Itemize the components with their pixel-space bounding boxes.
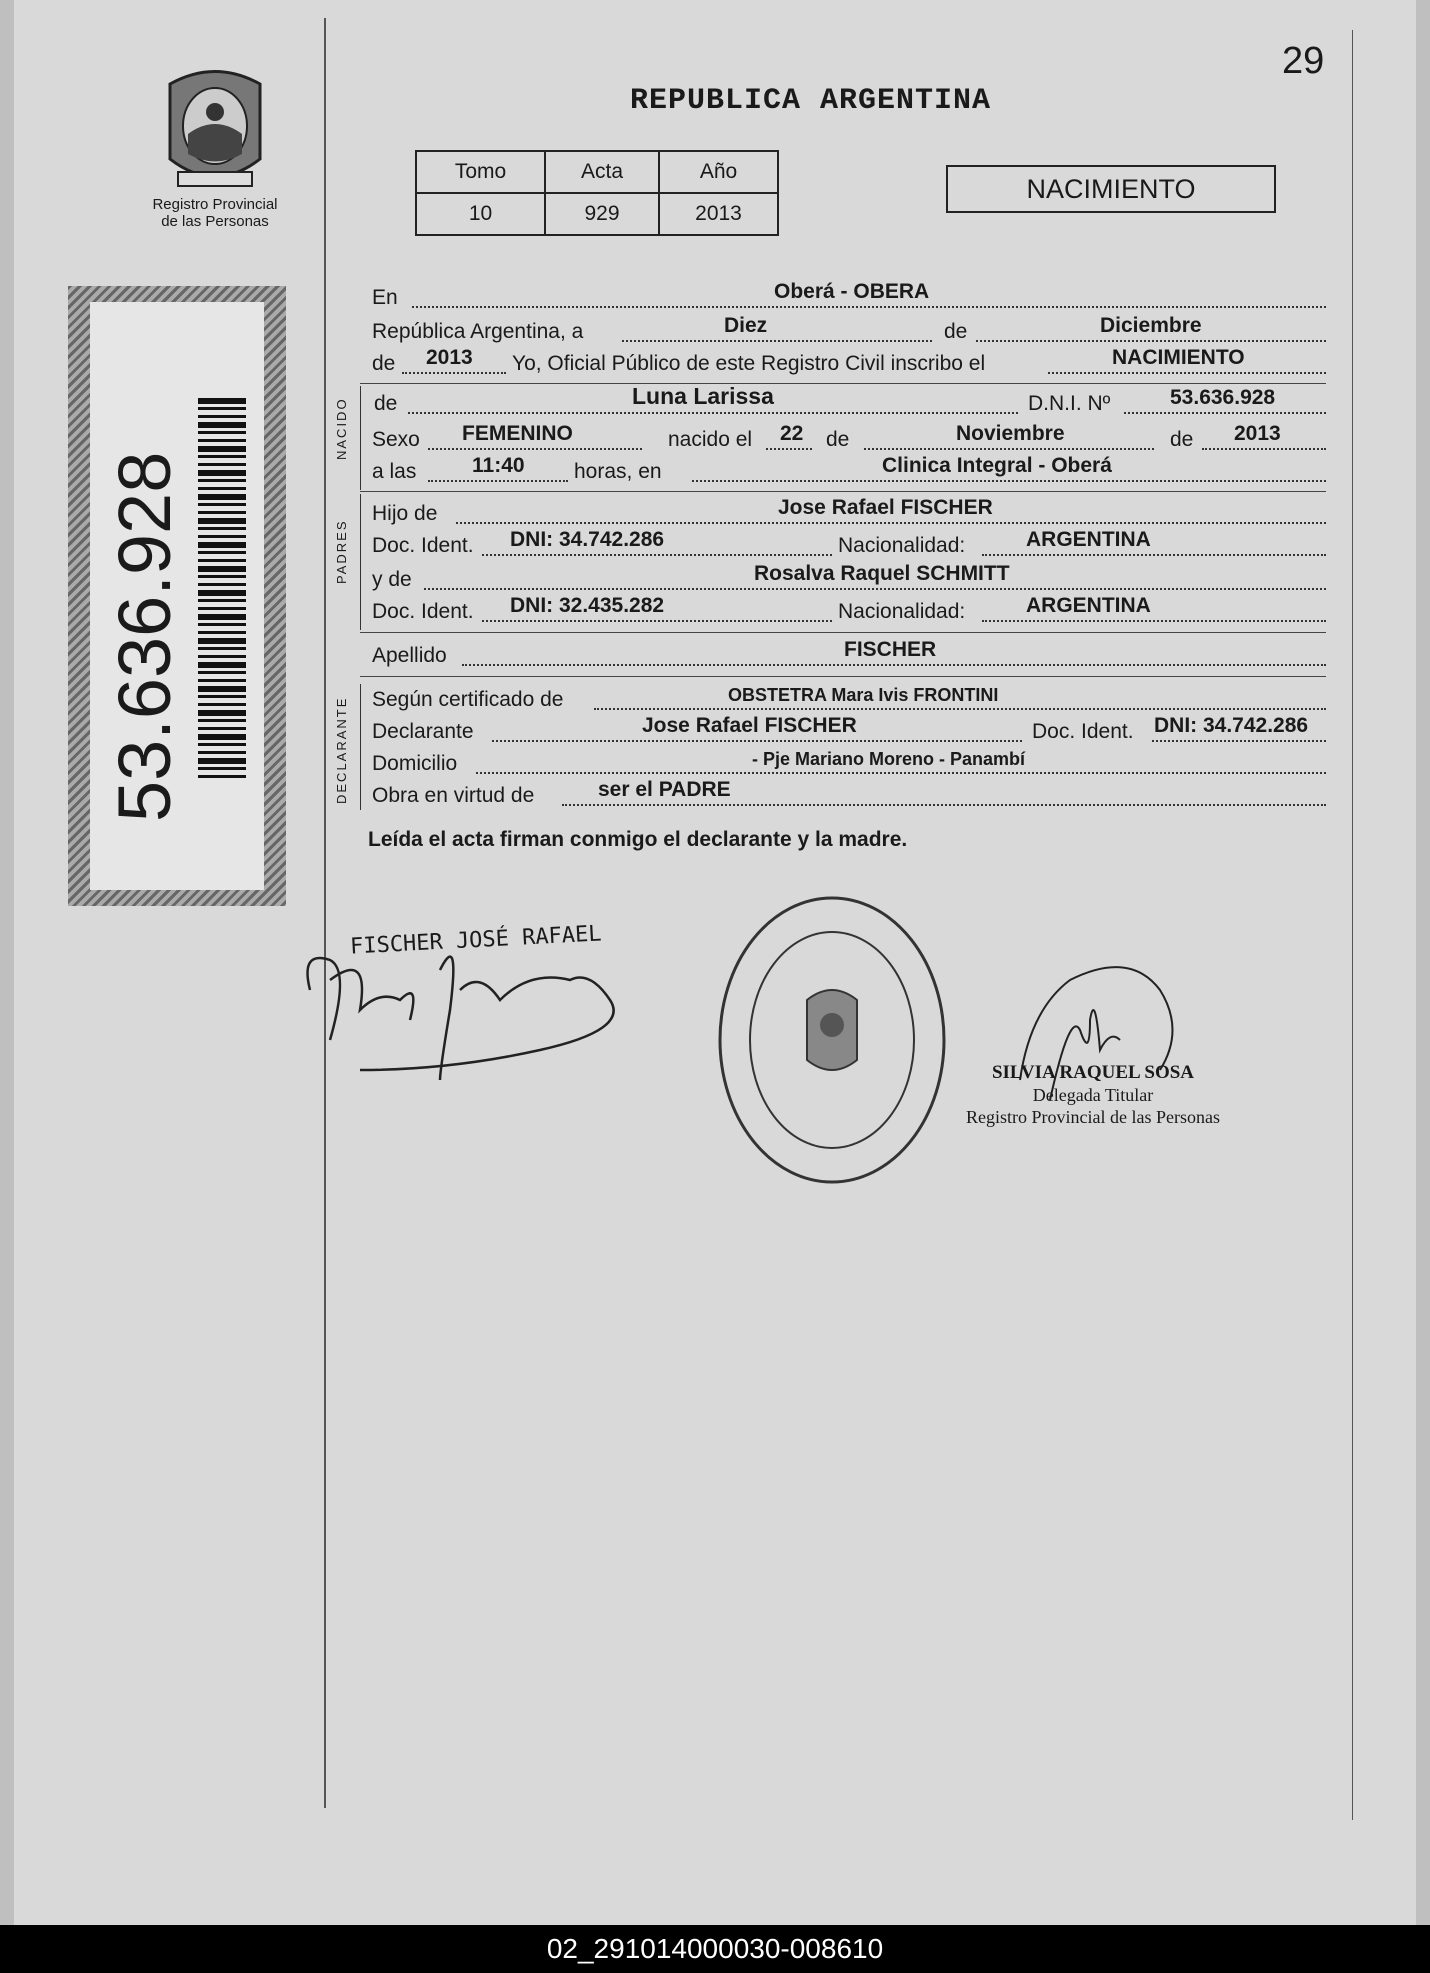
declarante-dots (492, 740, 1022, 742)
row-certificado (372, 684, 1326, 712)
domicilio-dots (476, 772, 1326, 774)
tipo-dots (1048, 372, 1326, 374)
nombre-value: Luna Larissa (632, 383, 774, 409)
nac1-dots (982, 554, 1326, 556)
madre-value: Rosalva Raquel SCHMITT (754, 562, 1010, 585)
document-title: REPUBLICA ARGENTINA (630, 84, 992, 118)
obra-label: Obra en virtud de (372, 784, 535, 807)
anio-value: 2013 (659, 193, 778, 235)
section-label-nacido: NACIDO (334, 397, 349, 460)
acta-value: 929 (545, 193, 659, 235)
doc1-value: DNI: 34.742.286 (510, 528, 665, 551)
divider-4 (360, 676, 1326, 677)
horas-label: horas, en (574, 460, 662, 483)
republica-label: República Argentina, a (372, 320, 584, 343)
nac-dia-value: 22 (780, 422, 804, 445)
padre-value: Jose Rafael FISCHER (778, 496, 993, 519)
barcode-number: 53.636.928 (103, 451, 186, 822)
row-apellido (372, 640, 1326, 668)
official-stamp (712, 890, 952, 1190)
official-signature-block (966, 1062, 1220, 1128)
nac-de1-label: de (826, 428, 850, 451)
divider-2 (360, 491, 1326, 492)
provincial-seal-logo (160, 64, 270, 194)
lugar-value: Clinica Integral - Oberá (882, 454, 1112, 477)
hora-value: 11:40 (472, 454, 525, 477)
obra-value: ser el PADRE (598, 778, 731, 801)
row-declarante (372, 716, 1326, 744)
en-label: En (372, 286, 398, 309)
dia-dots (622, 340, 932, 342)
doc3-label: Doc. Ident. (1032, 720, 1134, 743)
nac-de2-label: de (1170, 428, 1194, 451)
row-obra (372, 780, 1326, 808)
madre-dots (424, 588, 1326, 590)
row-nombre (372, 383, 1326, 416)
section-rule-padres (360, 494, 361, 630)
row-en (372, 282, 1326, 310)
nac-dia-dots (766, 448, 812, 450)
barcode-bars (198, 398, 246, 778)
logo-caption-line-1: Registro Provincial (152, 196, 278, 213)
nombre-label: de (374, 392, 398, 415)
official-name: SILVIA RAQUEL SOSA (991, 1062, 1195, 1083)
tomo-value: 10 (416, 193, 545, 235)
doc3-dots (1152, 740, 1326, 742)
alas-label: a las (372, 460, 417, 483)
doc2-label: Doc. Ident. (372, 600, 474, 623)
sexo-label: Sexo (372, 428, 420, 451)
nac-anio-dots (1202, 448, 1326, 450)
declarante-label: Declarante (372, 720, 474, 743)
official-org: Registro Provincial de las Personas (966, 1107, 1220, 1127)
nac-anio-value: 2013 (1234, 422, 1281, 445)
certificado-label: Según certificado de (372, 688, 564, 711)
registro-value-row (416, 193, 778, 235)
anio-dots (402, 372, 506, 374)
certificado-dots (594, 708, 1326, 710)
obra-dots (562, 804, 1326, 806)
apellido-label: Apellido (372, 644, 447, 667)
en-value: Oberá - OBERA (774, 280, 930, 303)
declarante-signature (290, 910, 690, 1100)
tomo-header: Tomo (416, 151, 545, 193)
de-label: de (944, 320, 968, 343)
nacido-label: nacido el (668, 428, 753, 451)
barcode-label-inner (90, 302, 264, 890)
certificado-value: OBSTETRA Mara Ivis FRONTINI (728, 685, 999, 705)
de2-label: de (372, 352, 396, 375)
domicilio-label: Domicilio (372, 752, 458, 775)
dia-value: Diez (724, 314, 768, 337)
closing-statement: Leída el acta firman conmigo el declarante y la madre. (368, 828, 908, 851)
dni-dots (1124, 412, 1326, 414)
registro-header-row (416, 151, 778, 193)
nac2-value: ARGENTINA (1026, 594, 1151, 617)
tipo-acta-box: NACIMIENTO (946, 165, 1276, 213)
divider-1 (360, 383, 1326, 384)
doc3-value: DNI: 34.742.286 (1154, 714, 1309, 737)
row-inscribo (372, 348, 1326, 376)
yo-label: Yo, Oficial Público de este Registro Civil inscribo el (512, 352, 986, 375)
hora-dots (428, 480, 568, 482)
yde-label: y de (372, 568, 412, 591)
anio-value: 2013 (426, 346, 473, 369)
registro-table (415, 150, 779, 236)
right-margin-rule (1352, 30, 1353, 1820)
apellido-value: FISCHER (844, 638, 937, 661)
row-doc-padre (372, 530, 1326, 558)
divider-3 (360, 632, 1326, 633)
section-rule-nacido (360, 386, 361, 490)
mes-dots (976, 340, 1326, 342)
lugar-dots (692, 480, 1326, 482)
nac-mes-value: Noviembre (956, 422, 1065, 445)
acta-header: Acta (545, 151, 659, 193)
scan-id-footer: 02_291014000030-008610 (0, 1925, 1430, 1973)
doc1-label: Doc. Ident. (372, 534, 474, 557)
row-hora (372, 456, 1326, 484)
logo-caption (130, 196, 300, 230)
row-sexo (372, 424, 1326, 452)
row-fecha (372, 316, 1326, 344)
section-label-declarante: DECLARANTE (334, 696, 349, 804)
nac2-label: Nacionalidad: (838, 600, 966, 623)
nac-mes-dots (864, 448, 1154, 450)
declarante-value: Jose Rafael FISCHER (642, 714, 857, 737)
row-padre (372, 498, 1326, 526)
section-label-padres: PADRES (334, 519, 349, 584)
row-domicilio (372, 748, 1326, 776)
tipo-value: NACIMIENTO (1112, 346, 1245, 369)
dni-value: 53.636.928 (1170, 386, 1276, 409)
doc1-dots (482, 554, 832, 556)
nac2-dots (982, 620, 1326, 622)
dni-label: D.N.I. Nº (1028, 392, 1111, 415)
nac1-label: Nacionalidad: (838, 534, 966, 557)
en-dots (412, 306, 1326, 308)
apellido-dots (462, 664, 1326, 666)
declarante-handwritten-name: FISCHER JOSÉ RAFAEL (349, 921, 603, 960)
domicilio-value: - Pje Mariano Moreno - Panambí (752, 749, 1026, 769)
sexo-value: FEMENINO (462, 422, 573, 445)
sexo-dots (428, 448, 642, 450)
nombre-dots (408, 412, 1018, 414)
barcode-label (68, 286, 286, 906)
page-number: 29 (1282, 40, 1325, 82)
row-doc-madre (372, 596, 1326, 624)
padre-dots (456, 522, 1326, 524)
doc2-dots (482, 620, 832, 622)
doc2-value: DNI: 32.435.282 (510, 594, 665, 617)
row-madre (372, 564, 1326, 592)
logo-caption-line-2: de las Personas (161, 213, 269, 230)
anio-header: Año (659, 151, 778, 193)
mes-value: Diciembre (1100, 314, 1202, 337)
official-role: Delegada Titular (1032, 1085, 1154, 1105)
nac1-value: ARGENTINA (1026, 528, 1151, 551)
section-rule-declarante (360, 684, 361, 810)
hijo-label: Hijo de (372, 502, 438, 525)
